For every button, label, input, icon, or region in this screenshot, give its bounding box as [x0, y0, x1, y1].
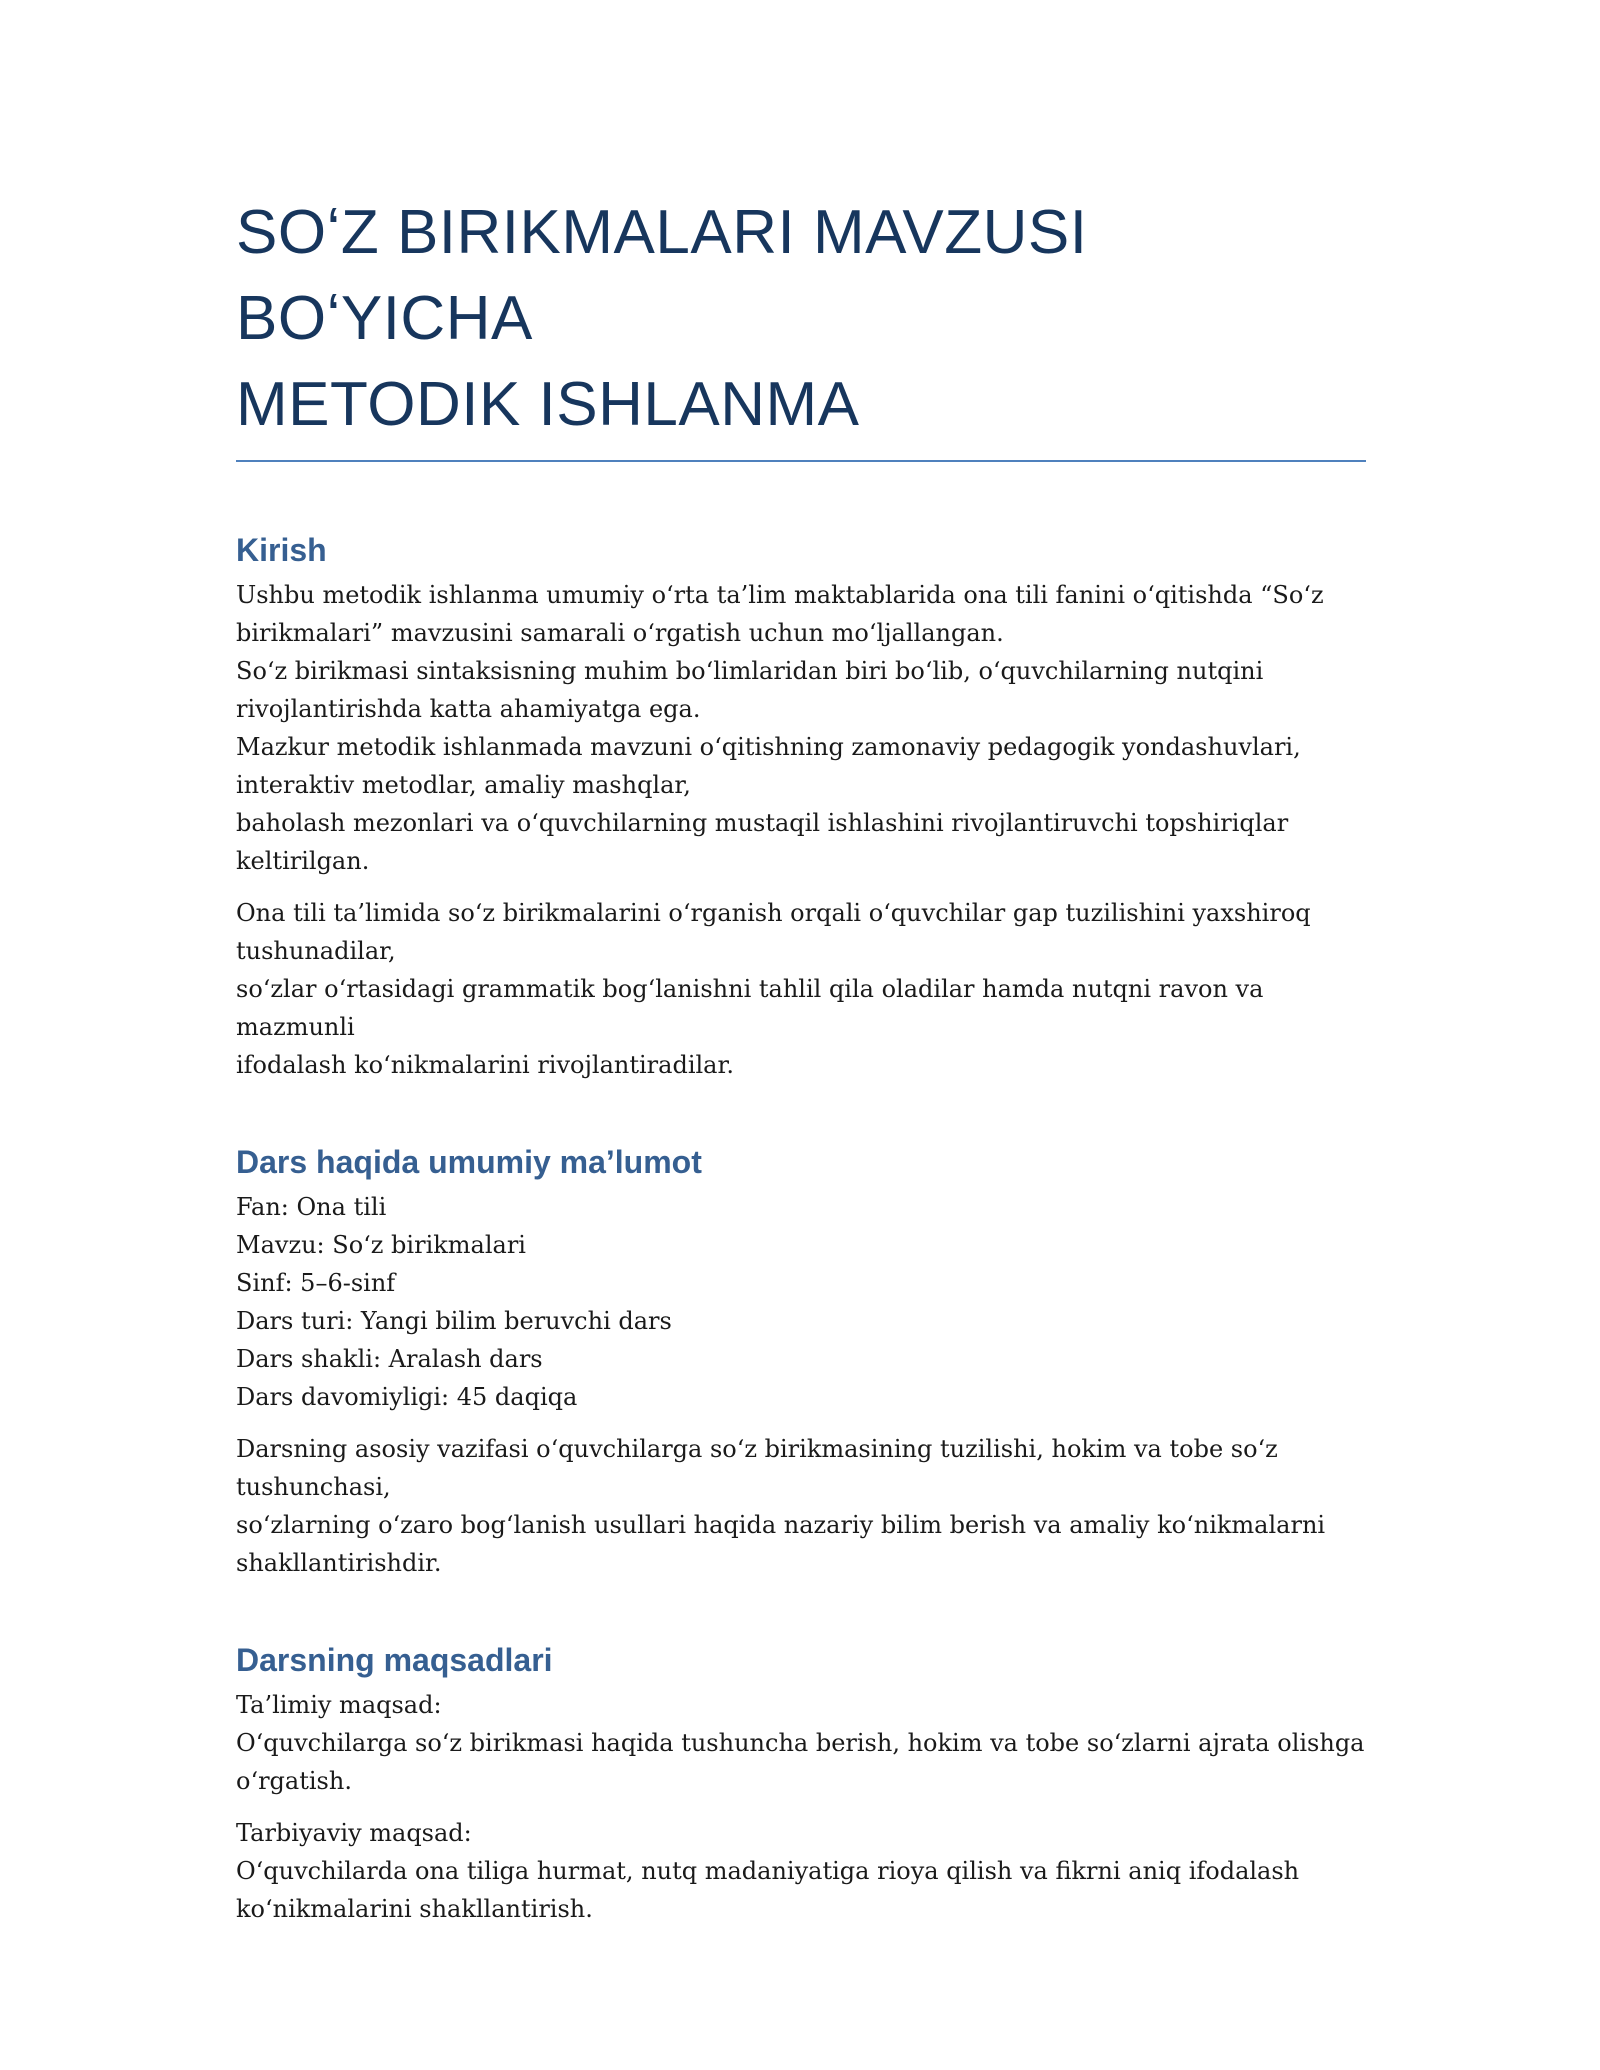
- text-line: ifodalash koʻnikmalarini rivojlantiradilar.: [236, 1051, 734, 1079]
- goal-label: Tarbiyaviy maqsad:: [236, 1819, 472, 1847]
- section-goals: [236, 1638, 1366, 1928]
- text-line: keltirilgan.: [236, 847, 370, 875]
- info-topic: Mavzu: Soʻz birikmalari: [236, 1231, 526, 1259]
- text-line: soʻzlar oʻrtasidagi grammatik bogʻlanishni tahlil qila oladilar hamda nutqni ravon va mazmunli: [236, 975, 1264, 1041]
- text-line: Oʻquvchilarga soʻz birikmasi haqida tushuncha berish, hokim va tobe soʻzlarni ajrata olishga: [236, 1729, 1365, 1757]
- text-line: tushunchasi,: [236, 1473, 391, 1501]
- lesson-info-list: [236, 1188, 1366, 1416]
- text-line: Ushbu metodik ishlanma umumiy oʻrta ta’lim maktablarida ona tili fanini oʻqitishda “Soʻz: [236, 581, 1324, 609]
- info-subject: Fan: Ona tili: [236, 1193, 387, 1221]
- text-line: Mazkur metodik ishlanmada mavzuni oʻqitishning zamonaviy pedagogik yondashuvlari,: [236, 733, 1301, 761]
- section-heading: Kirish: [236, 532, 327, 568]
- section-kirish: [236, 528, 1366, 1084]
- section-heading: Dars haqida umumiy ma’lumot: [236, 1144, 702, 1180]
- info-grade: Sinf: 5–6-sinf: [236, 1269, 396, 1297]
- title-line: SOʻZ BIRIKMALARI MAVZUSI BOʻYICHA: [236, 198, 1088, 353]
- document-page: [236, 190, 1366, 1942]
- goal-label: Ta’limiy maqsad:: [236, 1691, 442, 1719]
- text-line: interaktiv metodlar, amaliy mashqlar,: [236, 771, 691, 799]
- section-lesson-info: [236, 1140, 1366, 1582]
- info-lesson-type: Dars turi: Yangi bilim beruvchi dars: [236, 1307, 672, 1335]
- text-line: oʻrgatish.: [236, 1767, 352, 1795]
- text-line: rivojlantirishda katta ahamiyatga ega.: [236, 695, 701, 723]
- title-line: METODIK ISHLANMA: [236, 370, 860, 439]
- text-line: Darsning asosiy vazifasi oʻquvchilarga soʻz birikmasining tuzilishi, hokim va tobe soʻz: [236, 1435, 1278, 1463]
- upbringing-goal: [236, 1814, 1366, 1928]
- document-title: [236, 190, 1366, 462]
- text-line: birikmalari” mavzusini samarali oʻrgatish uchun moʻljallangan.: [236, 619, 1004, 647]
- info-lesson-form: Dars shakli: Aralash dars: [236, 1345, 543, 1373]
- educational-goal: [236, 1686, 1366, 1800]
- text-line: soʻzlarning oʻzaro bogʻlanish usullari haqida nazariy bilim berish va amaliy koʻnikmalarni: [236, 1511, 1326, 1539]
- paragraph: [236, 894, 1366, 1084]
- text-line: koʻnikmalarini shakllantirish.: [236, 1895, 593, 1923]
- paragraph: [236, 576, 1366, 880]
- info-duration: Dars davomiyligi: 45 daqiqa: [236, 1383, 578, 1411]
- text-line: tushunadilar,: [236, 937, 396, 965]
- text-line: Soʻz birikmasi sintaksisning muhim boʻlimlaridan biri boʻlib, oʻquvchilarning nutqini: [236, 657, 1264, 685]
- paragraph: [236, 1430, 1366, 1582]
- text-line: Ona tili ta’limida soʻz birikmalarini oʻrganish orqali oʻquvchilar gap tuzilishini yaxshiroq: [236, 899, 1311, 927]
- text-line: shakllantirishdir.: [236, 1549, 442, 1577]
- section-heading: Darsning maqsadlari: [236, 1642, 553, 1678]
- text-line: Oʻquvchilarda ona tiliga hurmat, nutq madaniyatiga rioya qilish va fikrni aniq ifodalash: [236, 1857, 1300, 1885]
- text-line: baholash mezonlari va oʻquvchilarning mustaqil ishlashini rivojlantiruvchi topshiriqlar: [236, 809, 1289, 837]
